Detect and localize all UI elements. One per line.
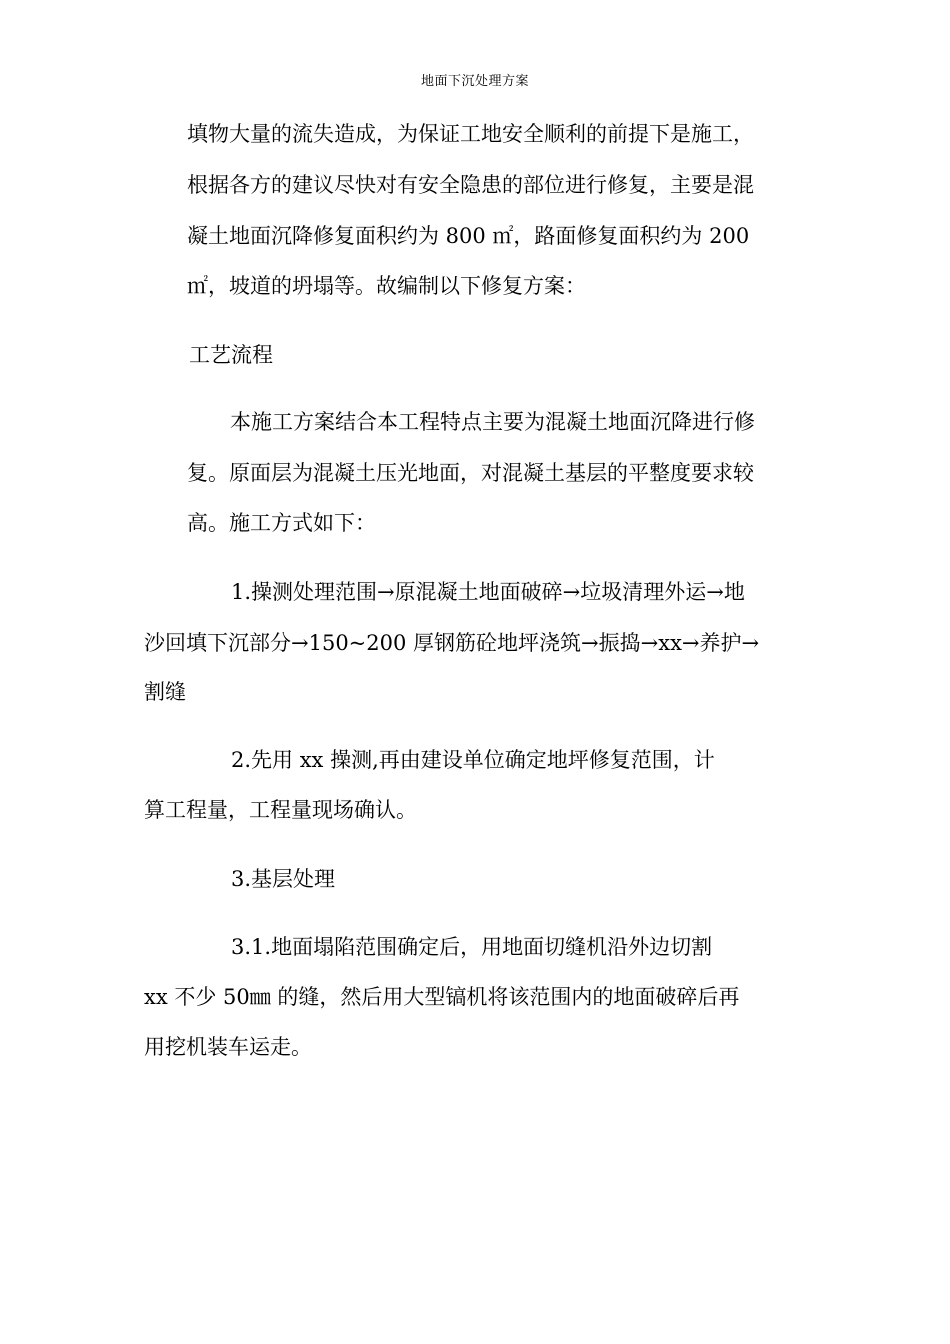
list-item-line: 3.基层处理 xyxy=(231,867,336,891)
paragraph-line: 填物大量的流失造成，为保证工地安全顺利的前提下是施工， xyxy=(187,122,754,146)
paragraph-line: 本施工方案结合本工程特点主要为混凝土地面沉降进行修 xyxy=(230,410,755,434)
list-item-line: 3.1.地面塌陷范围确定后，用地面切缝机沿外边切割 xyxy=(231,935,713,959)
paragraph-line: 复。原面层为混凝土压光地面，对混凝土基层的平整度要求较 xyxy=(187,461,754,485)
paragraph-line: 凝土地面沉降修复面积约为 800 ㎡，路面修复面积约为 200 xyxy=(187,224,750,248)
list-item-line: 算工程量，工程量现场确认。 xyxy=(144,798,417,822)
list-item-line: 1.操测处理范围→原混凝土地面破碎→垃圾清理外运→地 xyxy=(231,580,745,604)
list-item-line: 用挖机装车运走。 xyxy=(144,1035,312,1059)
list-item-line: 割缝 xyxy=(144,680,186,704)
paragraph-line: ㎡，坡道的坍塌等。故编制以下修复方案： xyxy=(187,274,586,298)
page-header-title: 地面下沉处理方案 xyxy=(420,74,529,89)
list-item-line: xx 不少 50㎜ 的缝，然后用大型镐机将该范围内的地面破碎后再 xyxy=(144,985,740,1009)
list-item-line: 沙回填下沉部分→150~200 厚钢筋砼地坪浇筑→振捣→xx→养护→ xyxy=(144,631,760,655)
section-heading: 工艺流程 xyxy=(189,343,273,367)
list-item-line: 2.先用 xx 操测,再由建设单位确定地坪修复范围，计 xyxy=(231,748,715,772)
paragraph-line: 高。施工方式如下： xyxy=(187,511,376,535)
paragraph-line: 根据各方的建议尽快对有安全隐患的部位进行修复，主要是混 xyxy=(187,173,754,197)
